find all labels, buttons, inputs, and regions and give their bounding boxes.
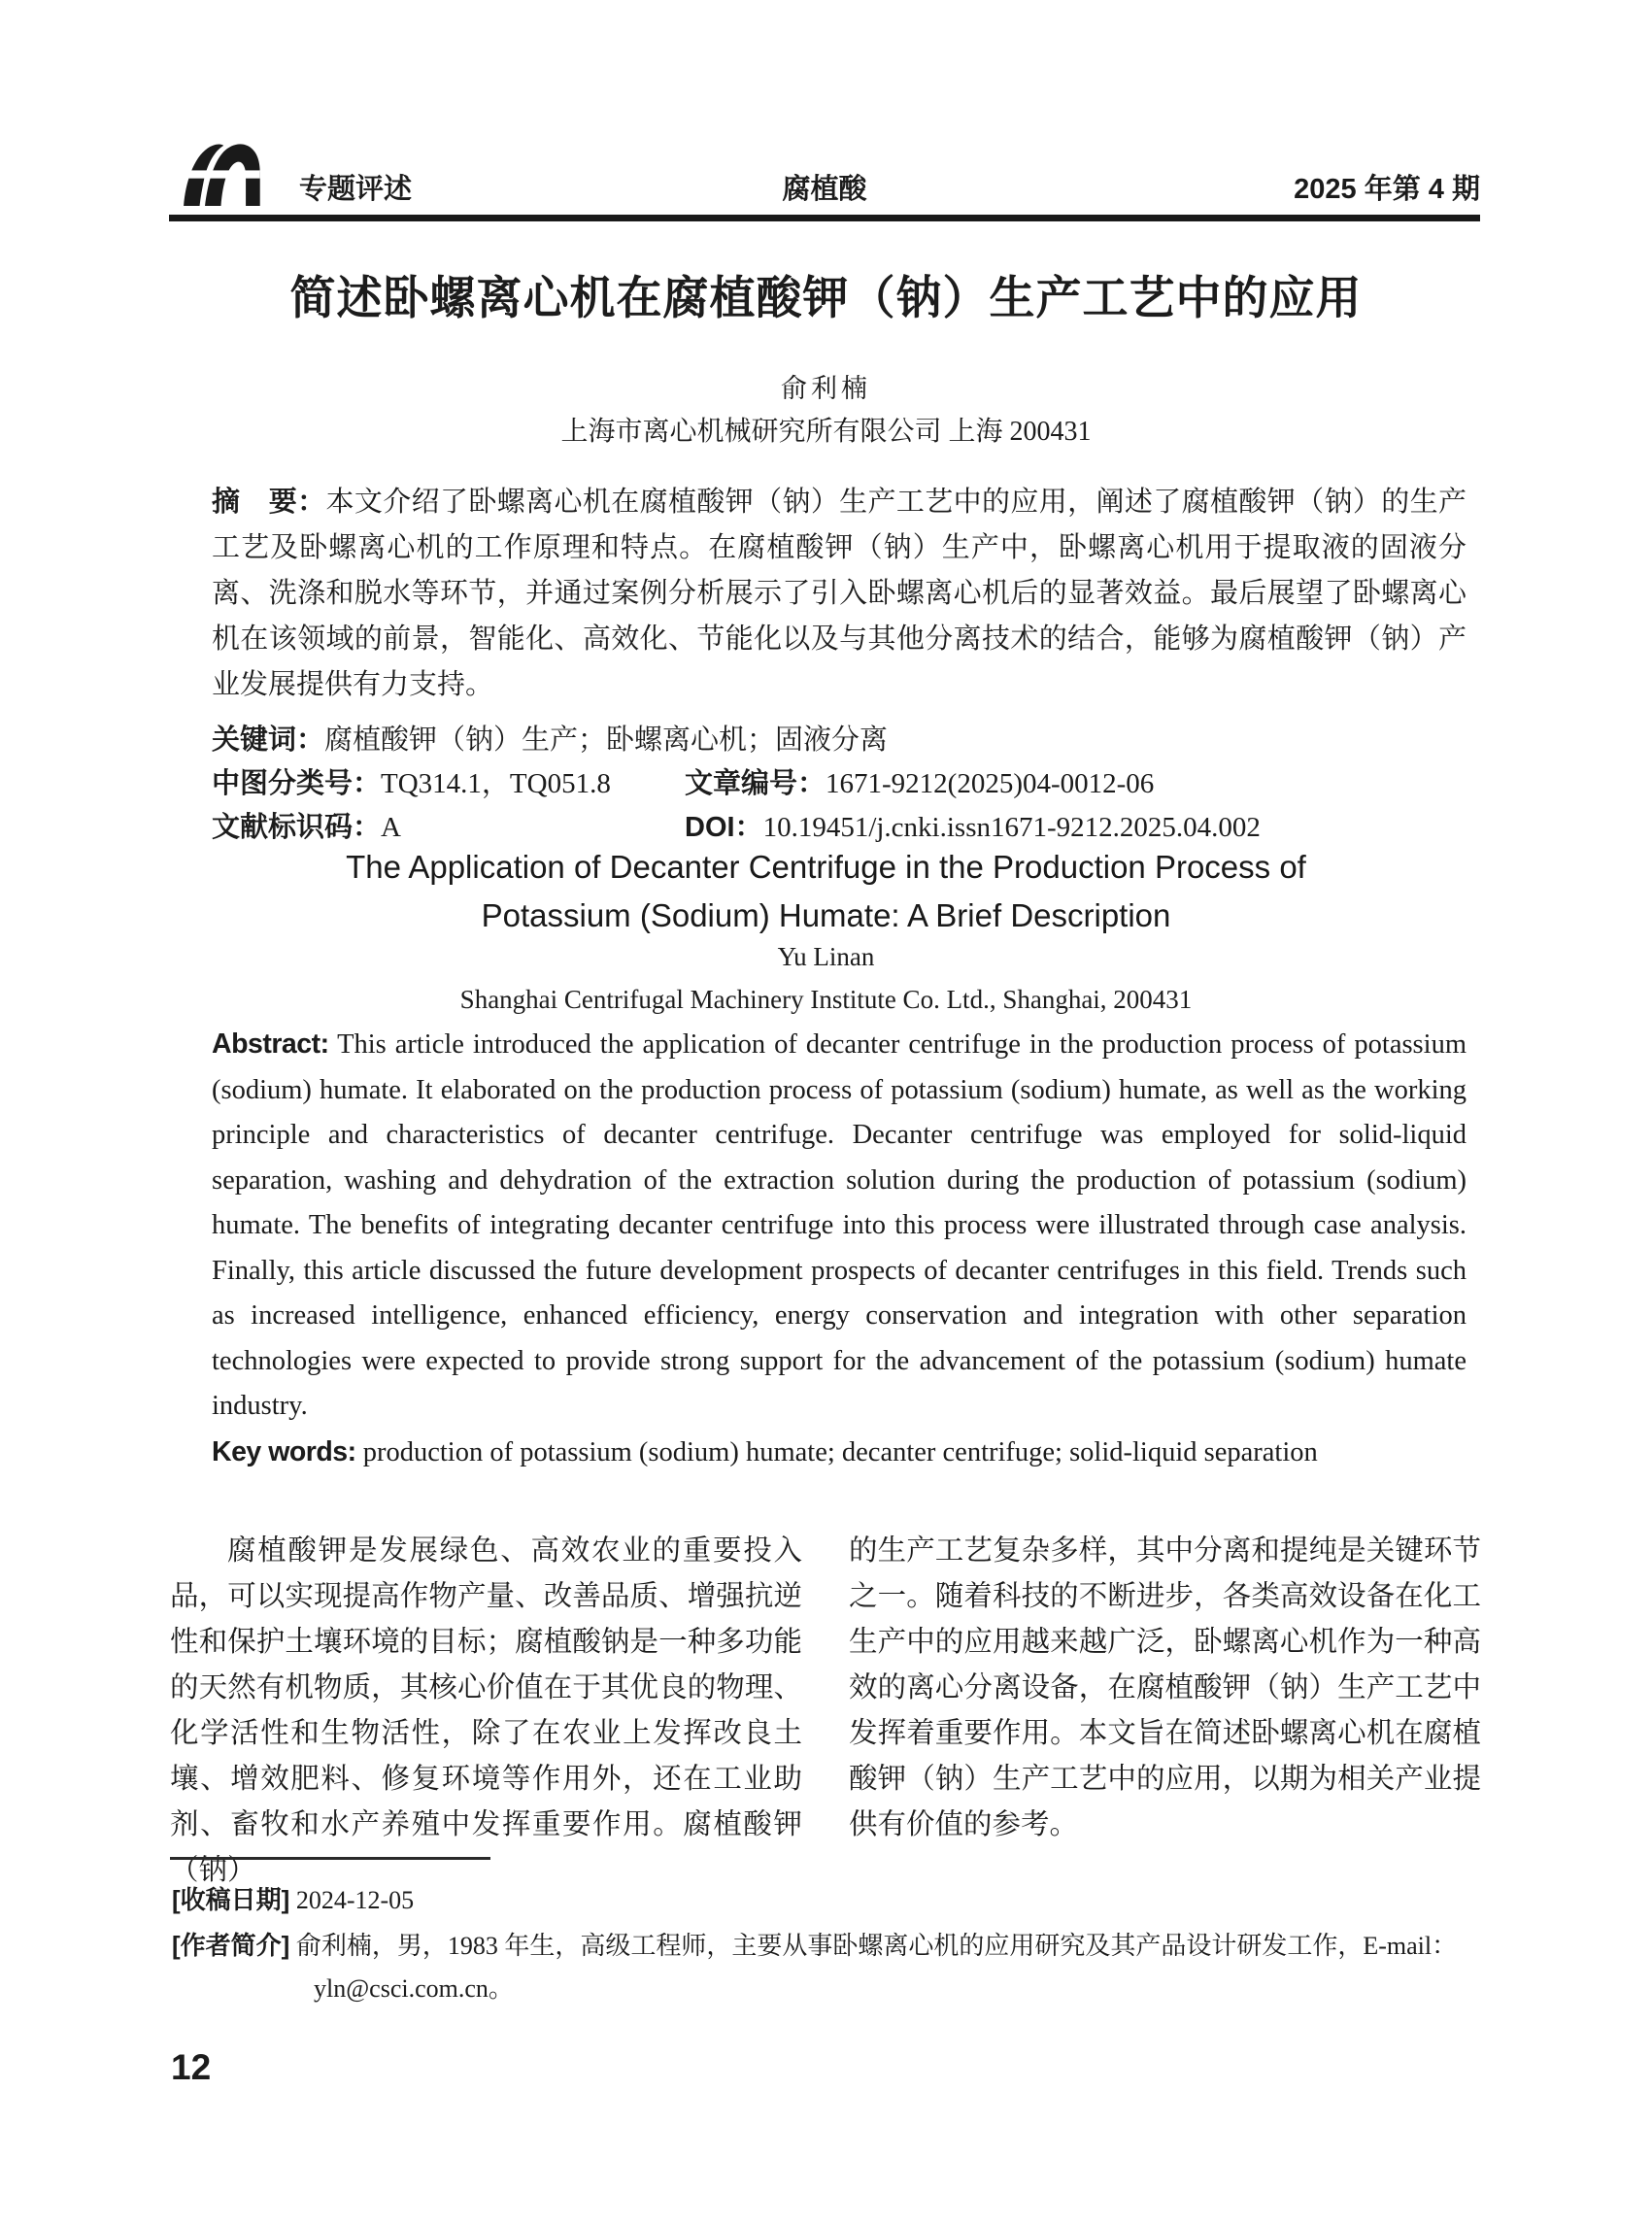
doi-label: DOI： [685,812,763,843]
abstract-en-text: This article introduced the application of decanter centrifuge in the production process of potassium (sodium) humate. It elaborated on the production process of potassium (sodium) humate, as well as the working principle and characteristics of decanter centrifuge. Decanter centrifuge was employed for solid-liquid separation, washing and dehydration of the extraction solution during the production of potassium (sodium) humate. The benefits of integrating decanter centrifuge into this process were illustrated through case analysis. Finally, this article discussed the future development prospects of decanter centrifuges in this field. Trends such as increased intelligence, enhanced efficiency, energy conservation and integration with other separation technologies were expected to provide strong support for the advancement of the potassium (sodium) humate industry. [212,1029,1467,1421]
article-id-cell [685,762,1154,806]
keywords-en [212,1430,1467,1476]
keywords-en-label: Key words: [212,1435,356,1467]
body-left-paragraph: 腐植酸钾是发展绿色、高效农业的重要投入品，可以实现提高作物产量、改善品质、增强抗逆性和保护土壤环境的目标；腐植酸钠是一种多功能的天然有机物质，其核心价值在于其优良的物理、化学活性和生物活性，除了在农业上发挥改良土壤、增效肥料、修复环境等作用外，还在工业助剂、畜牧和水产养殖中发挥重要作用。腐植酸钾（钠） [170,1535,802,1886]
keywords-zh-label: 关键词： [212,725,325,756]
footnote-separator [170,1857,490,1860]
affiliation-en: Shanghai Centrifugal Machinery Institute Co. Ltd., Shanghai, 200431 [459,985,1193,1014]
author-bio-row [172,1924,1483,2010]
issue-label: 2025 年第 4 期 [1294,174,1480,205]
article-title-en [0,843,1652,940]
doc-code-value: A [381,812,401,843]
page-header [169,136,1480,221]
abstract-zh [212,480,1467,708]
body-right-paragraph: 的生产工艺复杂多样，其中分离和提纯是关键环节之一。随着科技的不断进步，各类高效设备在化工生产中的应用越来越广泛，卧螺离心机作为一种高效的离心分离设备，在腐植酸钾（钠）生产工艺中发挥着重要作用。本文旨在简述卧螺离心机在腐植酸钾（钠）生产工艺中的应用，以期为相关产业提供有价值的参考。 [849,1535,1481,1840]
journal-name: 腐植酸 [782,174,867,205]
received-date-row [172,1878,1483,1922]
keywords-zh [212,719,1467,762]
page-number: 12 [171,2047,212,2087]
author-zh: 俞利楠 [781,374,871,403]
doi-value: 10.19451/j.cnki.issn1671-9212.2025.04.002 [762,812,1261,843]
classification-row [212,762,1467,806]
article-id-value: 1671-9212(2025)04-0012-06 [826,768,1155,799]
article-id-label: 文章编号： [685,768,826,799]
abstract-zh-text: 本文介绍了卧螺离心机在腐植酸钾（钠）生产工艺中的应用，阐述了腐植酸钾（钠）的生产工艺及卧螺离心机的工作原理和特点。在腐植酸钾（钠）生产中，卧螺离心机用于提取液的固液分离、洗涤和脱水等环节，并通过案例分析展示了引入卧螺离心机后的显著效益。最后展望了卧螺离心机在该领域的前景，智能化、高效化、节能化以及与其他分离技术的结合，能够为腐植酸钾（钠）产业发展提供有力支持。 [212,487,1467,700]
affiliation-zh: 上海市离心机械研究所有限公司 上海 200431 [560,417,1092,447]
body-left-column [170,1529,802,1894]
abstract-en [212,1022,1467,1430]
doc-code-label: 文献标识码： [212,812,382,843]
author-en: Yu Linan [777,942,875,971]
abstract-en-label: Abstract: [212,1028,329,1060]
column-label: 专题评述 [299,174,413,205]
footnotes [172,1878,1483,2012]
clc-cell [212,762,685,806]
abstract-en-block [212,1022,1467,1475]
title-en-line2: Potassium (Sodium) Humate: A Brief Description [481,897,1171,933]
abstract-zh-label: 摘 要： [212,487,326,518]
clc-label: 中图分类号： [212,768,382,799]
received-value: 2024-12-05 [289,1886,415,1914]
keywords-zh-text: 腐植酸钾（钠）生产；卧螺离心机；固液分离 [324,725,889,756]
bio-email: yln@csci.com.cn。 [314,1974,514,2003]
clc-value: TQ314.1，TQ051.8 [381,768,611,799]
bio-label: [作者简介] [172,1931,290,1960]
received-label: [收稿日期] [172,1885,290,1914]
article-title-zh: 简述卧螺离心机在腐植酸钾（钠）生产工艺中的应用 [289,272,1363,323]
bio-value: 俞利楠，男，1983 年生，高级工程师，主要从事卧螺离心机的应用研究及其产品设计研发工作，E-mail： [289,1932,1458,1960]
body-columns [170,1529,1481,1894]
title-en-line1: The Application of Decanter Centrifuge in the Production Process of [346,849,1306,885]
keywords-en-text: production of potassium (sodium) humate; decanter centrifuge; solid-liquid separation [355,1436,1318,1467]
body-right-column [849,1529,1481,1894]
